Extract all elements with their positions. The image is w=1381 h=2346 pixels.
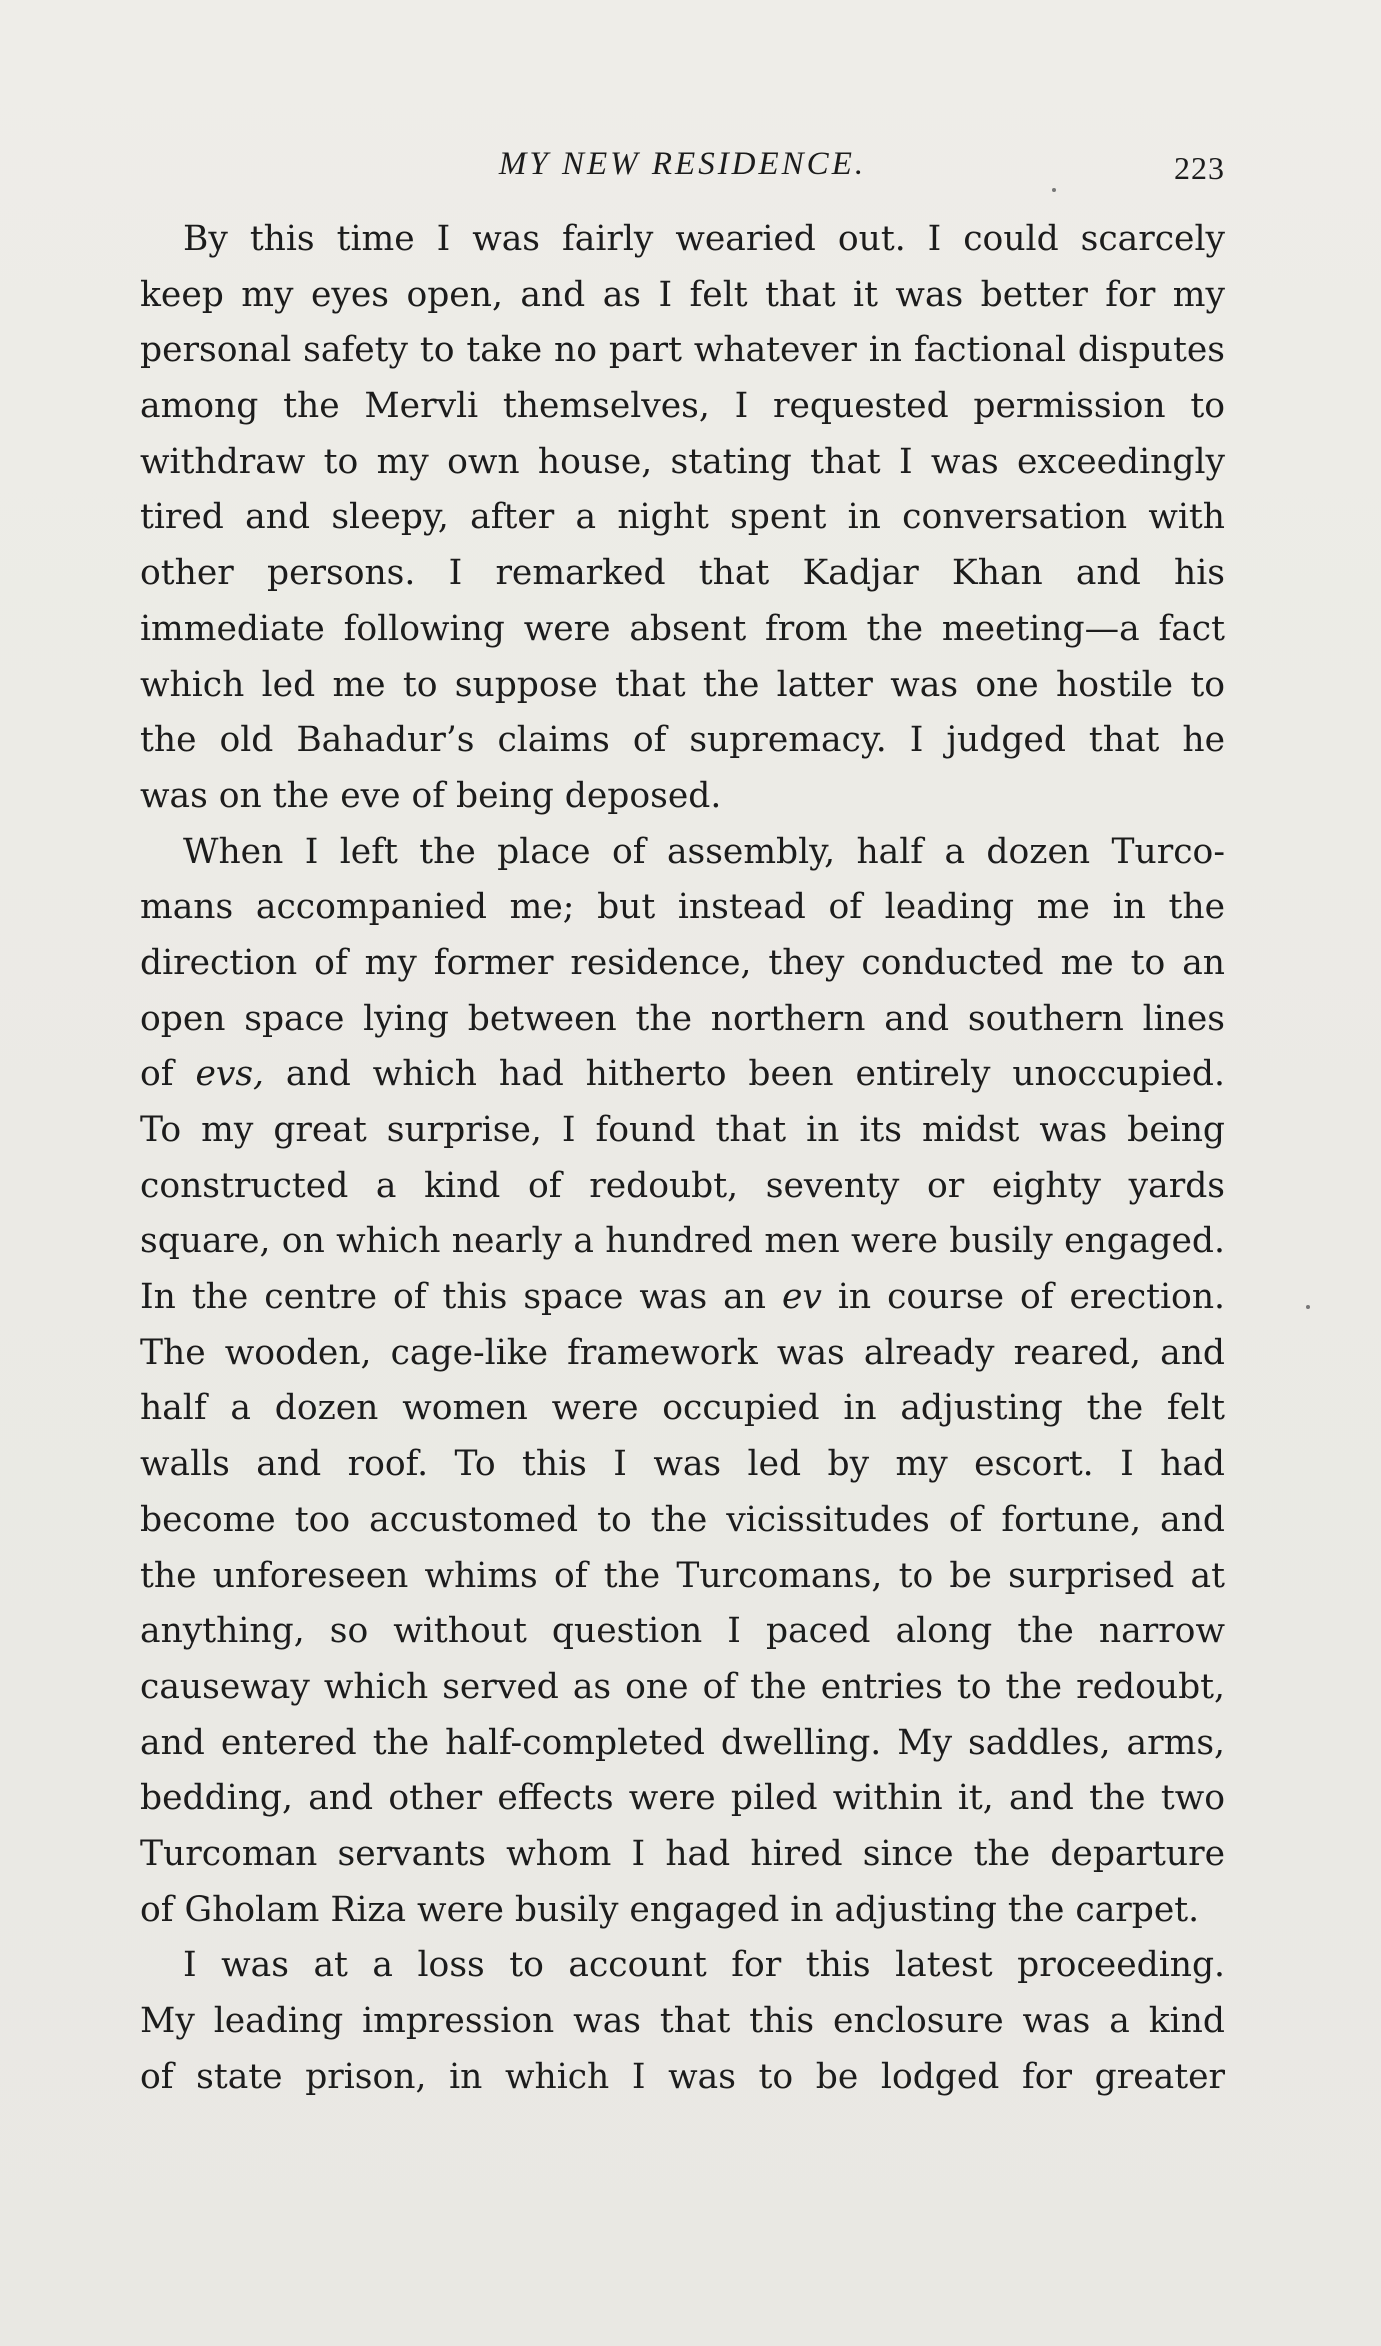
text-line: walls and roof. To this I was led by my escort. I had [140, 1444, 1225, 1485]
text-line [140, 1047, 1225, 1103]
text-line: half a dozen women were occupied in adjusting the felt [140, 1388, 1225, 1429]
print-speck [1052, 188, 1056, 192]
running-title: MY NEW RESIDENCE. [498, 146, 867, 182]
text-line: To my great surprise, I found that in its midst was being [140, 1110, 1225, 1150]
text-line: was on the eve of being deposed. [140, 775, 722, 816]
text-line: causeway which served as one of the entries to the redoubt, [140, 1666, 1225, 1707]
italic-term: evs, [195, 1054, 265, 1095]
text-segment: of [140, 1054, 174, 1095]
text-line: among the Mervli themselves, I requested permission to [140, 386, 1225, 427]
text-line: anything, so without question I paced along the narrow [140, 1611, 1225, 1652]
print-speck [1306, 1305, 1310, 1309]
text-line: By this time I was fairly wearied out. I could scarcely [183, 219, 1225, 259]
body-text [140, 212, 1225, 2105]
text-line: withdraw to my own house, stating that I was exceedingly [140, 441, 1225, 482]
text-line: mans accompanied me; but instead of leading me in the [140, 887, 1225, 928]
text-line: of state prison, in which I was to be lodged for greater [140, 2056, 1225, 2097]
text-line: open space lying between the northern and southern lines [140, 998, 1225, 1039]
text-line: constructed a kind of redoubt, seventy or eighty yards [140, 1165, 1225, 1206]
text-line: keep my eyes open, and as I felt that it was better for my [140, 274, 1225, 315]
text-line: of Gholam Riza were busily engaged in adjusting the carpet. [140, 1889, 1200, 1930]
text-line: immediate following were absent from the meeting—a fact [140, 608, 1225, 649]
text-line: tired and sleepy, after a night spent in conversation with [140, 497, 1225, 538]
italic-term: ev [781, 1277, 822, 1318]
text-line: When I left the place of assembly, half a dozen Turco- [183, 831, 1225, 872]
text-segment: in course of erection. [837, 1277, 1226, 1318]
text-line: become too accustomed to the vicissitudes of fortune, and [140, 1499, 1225, 1540]
running-head [140, 140, 1225, 190]
text-line: square, on which nearly a hundred men were busily engaged. [140, 1221, 1225, 1262]
text-segment: and which had hitherto been entirely unoccupied. [285, 1054, 1225, 1095]
text-line: personal safety to take no part whatever in factional disputes [140, 330, 1225, 371]
text-line: My leading impression was that this enclosure was a kind [140, 2001, 1225, 2041]
text-line: I was at a loss to account for this latest proceeding. [183, 1945, 1225, 1986]
text-line: The wooden, cage-like framework was already reared, and [140, 1332, 1225, 1373]
page-number: 223 [1174, 150, 1225, 186]
text-line: Turcoman servants whom I had hired since the departure [140, 1833, 1225, 1874]
text-line: the unforeseen whims of the Turcomans, to be surprised at [140, 1555, 1225, 1596]
text-line [140, 1270, 1225, 1326]
text-line: direction of my former residence, they conducted me to an [140, 942, 1225, 983]
text-line: which led me to suppose that the latter was one hostile to [140, 664, 1225, 705]
text-line: bedding, and other effects were piled within it, and the two [140, 1778, 1225, 1819]
text-line: and entered the half-completed dwelling. My saddles, arms, [140, 1722, 1225, 1763]
text-line: the old Bahadur’s claims of supremacy. I judged that he [140, 720, 1225, 761]
text-line: other persons. I remarked that Kadjar Khan and his [140, 553, 1225, 594]
text-segment: In the centre of this space was an [140, 1277, 766, 1318]
